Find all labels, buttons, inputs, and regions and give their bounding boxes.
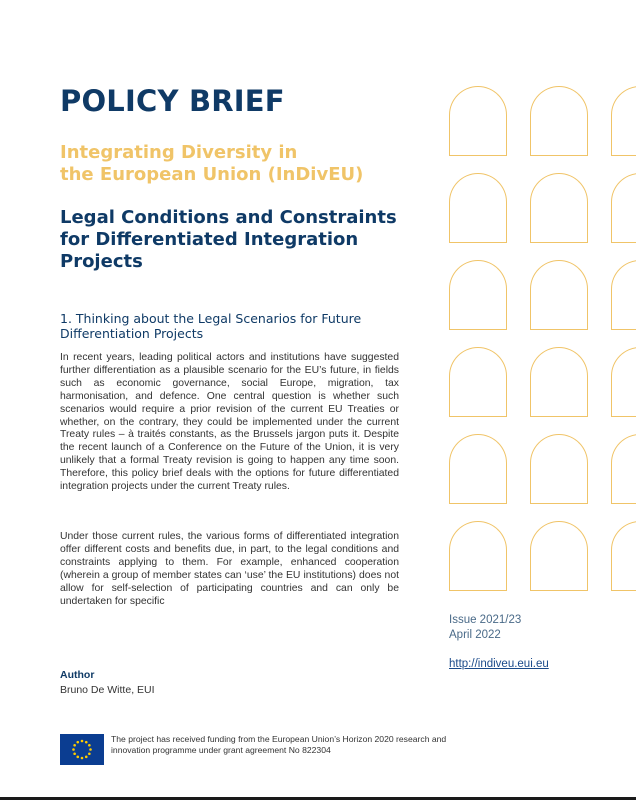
subtitle-line: Integrating Diversity in (60, 142, 298, 163)
bottom-divider (0, 797, 636, 800)
arch-shape (449, 260, 507, 330)
project-website-link[interactable]: http://indiveu.eui.eu (449, 658, 549, 670)
arch-shape (530, 86, 588, 156)
page-title: POLICY BRIEF (60, 84, 285, 118)
funding-line: innovation programme under grant agreement No 822304 (111, 744, 331, 755)
arch-shape (611, 521, 636, 591)
section-heading-line: 1. Thinking about the Legal Scenarios for Future (60, 311, 362, 326)
issue-number: Issue 2021/23 (449, 614, 522, 626)
arch-shape (611, 347, 636, 417)
author-label: Author (60, 669, 95, 681)
arch-shape (530, 347, 588, 417)
arch-shape (611, 86, 636, 156)
body-paragraph-2: Under those current rules, the various forms of differentiated integration offer different costs and benefits due, in part, to the legal conditions and constraints applying to them. For example, enhanced cooperation (wherein a group of member states can ‘use’ the EU institutions) does not allow for self-selection of participating countries and can only be undertaken for specific (60, 531, 399, 607)
section-heading-line: Differentiation Projects (60, 326, 204, 341)
arch-shape (449, 347, 507, 417)
document-title (60, 207, 430, 273)
arch-shape (611, 434, 636, 504)
document-title-line: Legal Conditions and Constraints (60, 207, 397, 228)
funding-statement (111, 734, 511, 755)
section-heading (60, 311, 410, 341)
arch-shape (530, 521, 588, 591)
arch-shape (449, 173, 507, 243)
arch-shape (449, 521, 507, 591)
arch-shape (449, 434, 507, 504)
document-title-line: for Differentiated Integration (60, 229, 359, 250)
arch-shape (611, 260, 636, 330)
arch-shape (449, 86, 507, 156)
document-title-line: Projects (60, 251, 143, 272)
subtitle-line: the European Union (InDivEU) (60, 164, 364, 185)
eu-flag-icon (60, 734, 104, 765)
author-name: Bruno De Witte, EUI (60, 684, 155, 696)
publication-date: April 2022 (449, 629, 501, 641)
arch-shape (611, 173, 636, 243)
project-subtitle (60, 142, 420, 186)
eu-flag-svg (60, 734, 104, 765)
arch-shape (530, 260, 588, 330)
funding-line: The project has received funding from the European Union’s Horizon 2020 research and (111, 734, 447, 744)
arch-shape (530, 434, 588, 504)
arch-shape (530, 173, 588, 243)
body-paragraph-1: In recent years, leading political actors and institutions have suggested further differentiation as a plausible scenario for the EU’s future, in fields such as economic governance, social Europe, migration, tax harmonisation, and defence. One central question is whether such scenarios would require a prior revision of the current EU Treaties or whether, on the contrary, they could be implemented under the current Treaty rules – à traités constants, as the Brussels jargon puts it. Despite the recent launch of a Conference on the Future of the Union, it is very unlikely that a formal Treaty revision is going to happen any time soon. Therefore, this policy brief deals with the options for future differentiated integration projects under the current Treaty rules. (60, 352, 399, 493)
decorative-arch-pattern (449, 86, 636, 596)
